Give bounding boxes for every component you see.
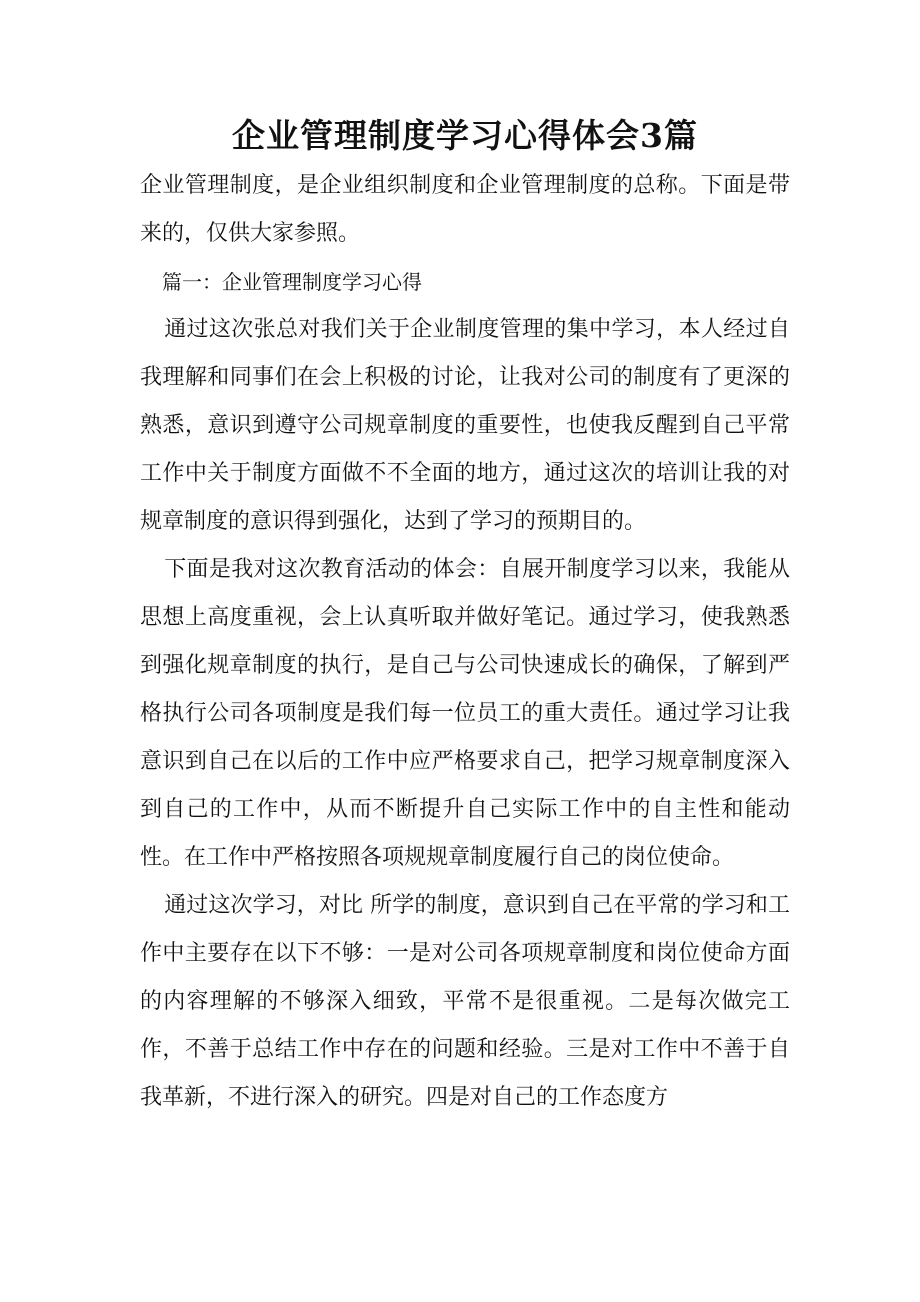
intro-paragraph: 企业管理制度，是企业组织制度和企业管理制度的总称。下面是带来的，仅供大家参照。 <box>140 173 790 246</box>
document-page <box>140 110 790 1122</box>
section-heading: 篇一：企业管理制度学习心得 <box>162 270 422 294</box>
document-title: 企业管理制度学习心得体会3篇 <box>232 116 698 155</box>
body-paragraph-3: 通过这次学习，对比 所学的制度，意识到自己在平常的学习和工作中主要存在以下不够：一是对公司各项规章制度和岗位使命方面的内容理解的不够深入细致，平常不是很重视。二是每次做完工作，不善于总结工作中存在的问题和经验。三是对工作中不善于自我革新，不进行深入的研究。四是对自己的工作态度方 <box>140 893 790 1110</box>
body-paragraph-2: 下面是我对这次教育活动的体会：自展开制度学习以来，我能从思想上高度重视，会上认真听取并做好笔记。通过学习，使我熟悉到强化规章制度的执行，是自己与公司快速成长的确保，了解到严格执行公司各项制度是我们每一位员工的重大责任。通过学习让我意识到自己在以后的工作中应严格要求自己，把学习规章制度深入到自己的工作中，从而不断提升自己实际工作中的自主性和能动性。在工作中严格按照各项规规章制度履行自己的岗位使命。 <box>140 557 790 870</box>
body-paragraph-1: 通过这次张总对我们关于企业制度管理的集中学习，本人经过自我理解和同事们在会上积极的讨论，让我对公司的制度有了更深的熟悉，意识到遵守公司规章制度的重要性，也使我反醒到自己平常工作中关于制度方面做不不全面的地方，通过这次的培训让我的对规章制度的意识得到强化，达到了学习的预期目的。 <box>140 317 790 534</box>
